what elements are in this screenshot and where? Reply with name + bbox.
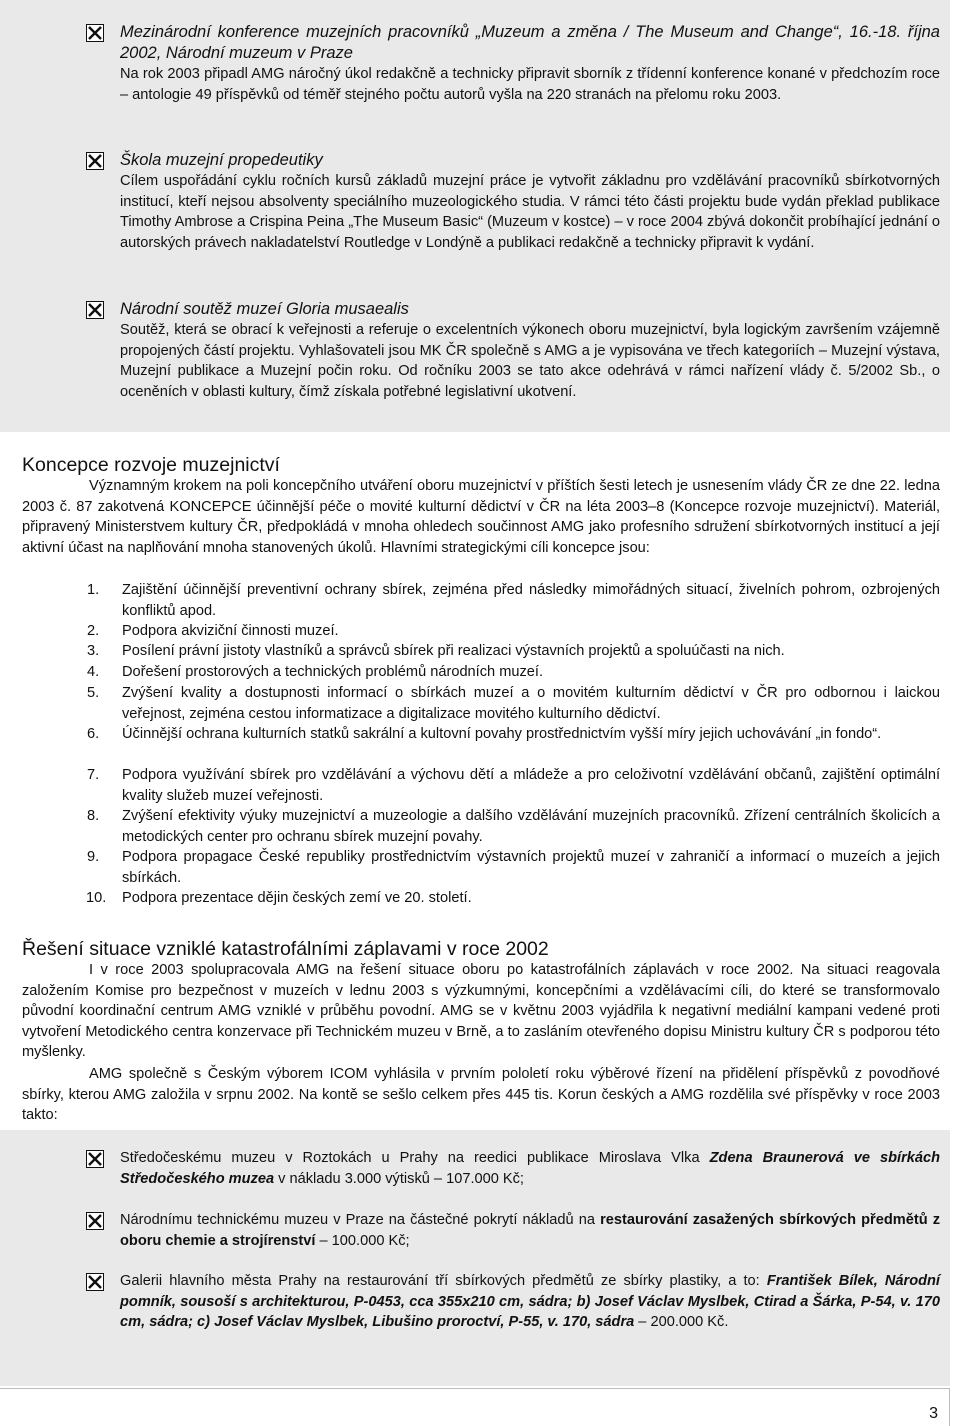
goal-text: Podpora využívání sbírek pro vzdělávání a výchovu dětí a mládeže a pro celoživotní vzdělávání občanů, zajištění optimální kvality služeb muzeí veřejnosti.	[122, 767, 940, 804]
goal-number: 3.	[87, 643, 100, 659]
item-title: Škola muzejní propedeutiky	[120, 151, 323, 169]
item-body: Cílem uspořádání cyklu ročních kursů základů muzejní práce je vytvořit základnu pro vzdělávání pracovníků sbírkotvorných institucí, kteří nejsou absolventy speciálního muzeologického studia. V rámci této části projektu bude vydán překlad publikace Timothy Ambrose a Crispina Peina „The Museum Basic“ (Muzeum v kostce) – v roce 2004 zbývá dokončit probíhající jednání o autorských právech nakladatelství Routledge v Londýně a publikaci redakčně a technicky připravit k vydání.	[120, 173, 940, 251]
allocation-emph: restaurování zasažených sbírkových předmětů z oboru chemie a strojírenství	[120, 1212, 940, 1249]
allocation-pre: Středočeskému muzeu v Roztokách u Prahy na reedici publikace Miroslava Vlka	[120, 1150, 710, 1166]
goal-text: Podpora prezentace dějin českých zemí ve 20. století.	[122, 890, 472, 906]
goal-text: Podpora propagace České republiky prostřednictvím výstavních projektů muzeí v zahraničí a informací o muzeích a jejich sbírkách.	[122, 849, 940, 886]
goal-number: 8.	[87, 808, 100, 824]
goal-number: 7.	[87, 767, 100, 783]
goal-number: 6.	[87, 726, 100, 742]
goal-number: 10.	[86, 890, 107, 906]
boxed-x-bullet-icon	[86, 1150, 104, 1168]
boxed-x-bullet-icon	[86, 1273, 104, 1291]
boxed-x-bullet-icon	[86, 1212, 104, 1230]
goal-text: Zajištění účinnější preventivní ochrany sbírek, zejména před následky mimořádných situací, živelních pohrom, ozbrojených konfliktů apod.	[122, 582, 940, 619]
koncepce-intro-highlight: KONCEPCE účinnější péče o movité kulturní dědictví v ČR na léta 2003–8	[169, 498, 665, 515]
boxed-x-bullet-icon	[86, 24, 104, 42]
goal-text: Účinnější ochrana kulturních statků sakrální a kultovní povahy prostřednictvím vyšší míry jejich uchovávání „in fondo“.	[122, 726, 882, 742]
koncepce-intro	[22, 476, 940, 558]
allocation-emph: Zdena Braunerová ve sbírkách Středočeského muzea	[120, 1150, 941, 1187]
boxed-x-bullet-icon	[86, 152, 104, 170]
boxed-x-bullet-icon	[86, 301, 104, 319]
item-title: Národní soutěž muzeí Gloria musaealis	[120, 300, 409, 318]
item-title: Mezinárodní konference muzejních pracovníků „Muzeum a změna / The Museum and Change“, 16.-18. října 2002, Národní muzeum v Praze	[120, 23, 940, 62]
page-number: 3	[929, 1405, 938, 1422]
item-body: Soutěž, která se obrací k veřejnosti a referuje o excelentních výkonech oboru muzejnictví, byla logickým završením vzájemně propojených částí projektu. Vyhlašovateli jsou MK ČR společně s AMG a je vypisována ve třech kategoriích – Muzejní výstava, Muzejní publikace a Muzejní počin roku. Od ročníku 2003 se tato akce odehrává v rámci nařízení vlády č. 5/2002 Sb., o oceněních v oblasti kultury, čímž získala potřebné legislativní ukotvení.	[120, 322, 940, 400]
top-item-text	[120, 150, 940, 253]
section-heading-floods: Řešení situace vzniklé katastrofálními záplavami v roce 2002	[22, 938, 549, 960]
section-heading-koncepce: Koncepce rozvoje muzejnictví	[22, 454, 280, 476]
floods-para-1-text: I v roce 2003 spolupracovala AMG na řešení situace oboru po katastrofálních záplavách v roce 2002. Na situaci reagovala založením Komise pro bezpečnost v muzeích v lednu 2003 s výzkumnými, koncepčními a vzdělávacími cíli, do které se transformovalo původní koordinační centrum AMG vzniklé v průběhu povodní. AMG se v květnu 2003 vyjádřila k negativní mediální kampani vedené proti vytvoření Metodického centra konzervace při Technickém muzeu v Brně, a to zasláním otevřeného dopisu Ministru kultury ČR s podporou této myšlenky.	[22, 962, 940, 1061]
koncepce-intro-b: (Koncepce rozvoje muzejnictví). Materiál, připravený Ministerstvem kultury ČR, předpokládá v mnoha ohledech součinnost AMG jako profesního sdružení sbírkotvorných institucí a její aktivní účast na naplňování mnoha stanovených úkolů. Hlavními strategickými cíli koncepce jsou:	[22, 498, 940, 556]
floods-para-1	[22, 960, 940, 1063]
goal-number: 4.	[87, 664, 100, 680]
goal-number: 2.	[87, 623, 100, 639]
top-item-text	[120, 22, 940, 105]
goal-text: Podpora akviziční činnosti muzeí.	[122, 623, 339, 639]
allocation-text	[120, 1271, 940, 1333]
goal-text: Zvýšení kvality a dostupnosti informací o sbírkách muzeí a o movitém kulturním dědictví v ČR pro odbornou i laickou veřejnost, zejména cestou informatizace a digitalizace movitého kulturního dědictví.	[122, 685, 940, 722]
item-body: Na rok 2003 připadl AMG náročný úkol redakčně a technicky připravit sborník z třídenní konference konané v předchozím roce – antologie 49 příspěvků od téměř stejného počtu autorů vyšla na 220 stranách na přelomu roku 2003.	[120, 66, 940, 103]
footer-rule-vertical	[949, 1388, 950, 1426]
goal-number: 1.	[87, 582, 100, 598]
floods-para-2	[22, 1064, 940, 1126]
allocation-post: – 100.000 Kč;	[315, 1232, 410, 1249]
allocation-text	[120, 1210, 940, 1251]
allocation-text	[120, 1148, 940, 1189]
allocation-post: v nákladu 3.000 výtisků – 107.000 Kč;	[274, 1170, 524, 1187]
goal-text: Posílení právní jistoty vlastníků a správců sbírek při realizaci výstavních projektů a spoluúčasti na nich.	[122, 643, 785, 659]
top-item-text	[120, 299, 940, 402]
koncepce-intro-a: Významným krokem na poli koncepčního utváření oboru muzejnictví v příštích šesti letech je usnesením vlády ČR ze dne 22. ledna 2003 č. 87 zakotvená	[22, 478, 940, 515]
goal-text: Zvýšení efektivity výuky muzejnictví a muzeologie a dalšího vzdělávání muzejních pracovníků. Zřízení centrálních školicích a metodických center pro ochranu sbírek muzejní povahy.	[122, 808, 940, 845]
footer-rule	[0, 1388, 950, 1389]
allocation-pre: Galerii hlavního města Prahy na restaurování tří sbírkových předmětů ze sbírky plastiky, a to:	[120, 1273, 767, 1289]
floods-para-2-text: AMG společně s Českým výborem ICOM vyhlásila v prvním pololetí roku výběrové řízení na přidělení příspěvků z povodňové sbírky, kterou AMG založila v srpnu 2002. Na kontě se sešlo celkem přes 445 tis. Korun českých a AMG rozdělila své příspěvky v roce 2003 takto:	[22, 1066, 940, 1124]
goal-number: 5.	[87, 685, 100, 701]
goal-text: Dořešení prostorových a technických problémů národních muzeí.	[122, 664, 543, 680]
allocation-pre: Národnímu technickému muzeu v Praze na částečné pokrytí nákladů na	[120, 1212, 601, 1228]
goal-number: 9.	[87, 849, 100, 865]
allocation-post: – 200.000 Kč.	[634, 1314, 729, 1331]
allocation-emph: František Bílek, Národní pomník, sousoší s architekturou, P-0453, cca 355x210 cm, sádra; b) Josef Václav Myslbek, Ctirad a Šárka, P-54, v. 170 cm, sádra; c) Josef Václav Myslbek, Libušino proroctví, P-55, v. 170, sádra	[120, 1273, 940, 1331]
